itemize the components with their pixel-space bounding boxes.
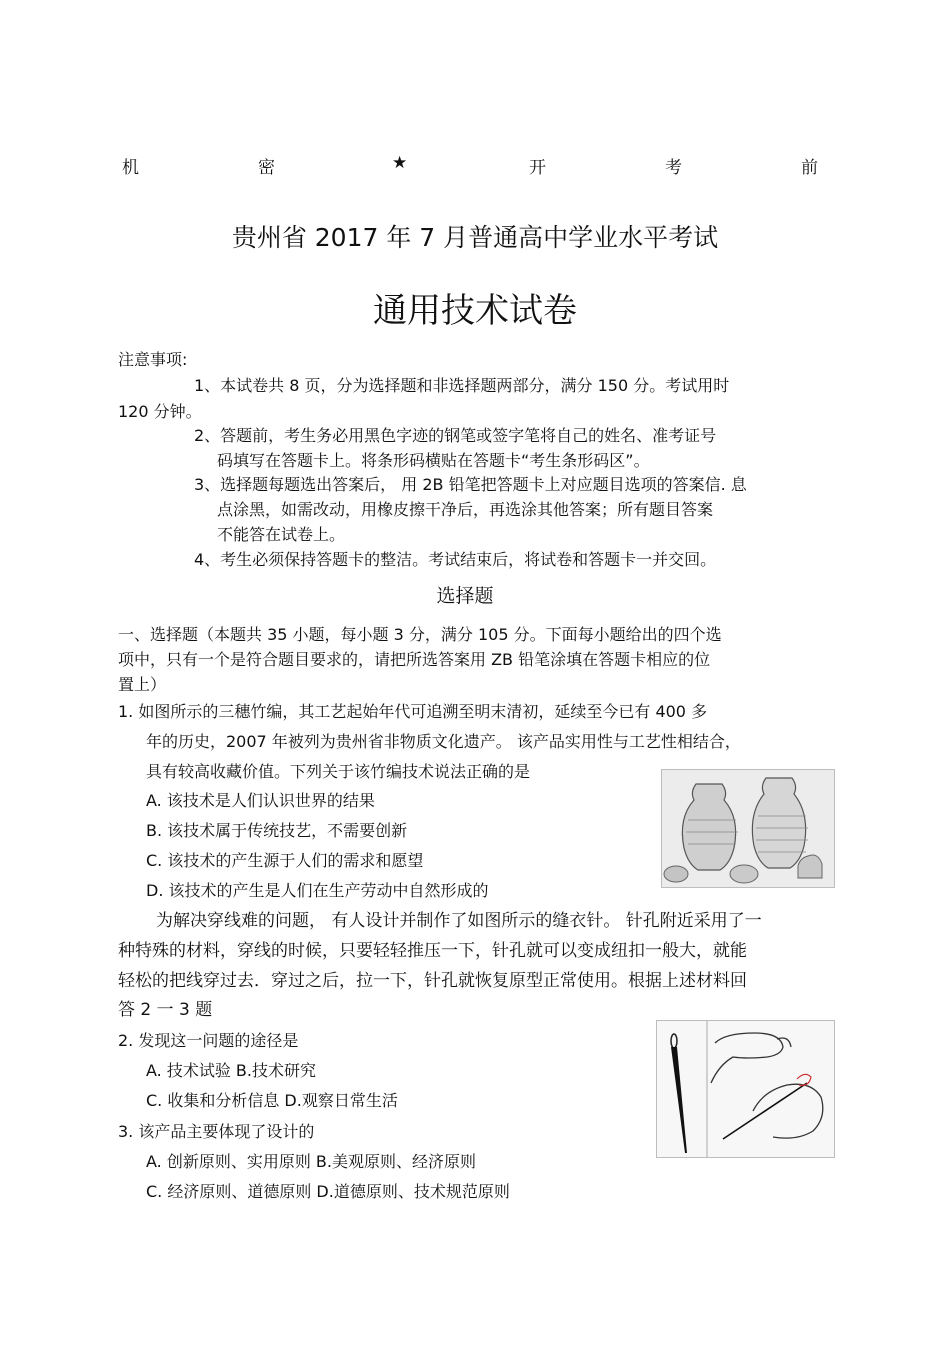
question-2-options-cd: C. 收集和分析信息 D.观察日常生活: [146, 1091, 398, 1110]
star-icon: ★: [392, 153, 408, 173]
question-1-stem: 年的历史，2007 年被列为贵州省非物质文化遗产。 该产品实用性与工艺性相结合，: [146, 732, 741, 751]
question-1-stem: 1. 如图所示的三穗竹编，其工艺起始年代可追溯至明末清初，延续至今已有 400 多: [118, 702, 708, 721]
section-title: 选择题: [436, 585, 494, 607]
part-intro-line: 项中，只有一个是符合题目要求的，请把所选答案用 ZB 铅笔涂填在答题卡相应的位: [118, 650, 711, 669]
bamboo-vases-icon: [662, 770, 834, 887]
notice-line: 4、考生必须保持答题卡的整洁。考试结束后，将试卷和答题卡一并交回。: [194, 550, 717, 569]
question-1-option-c: C. 该技术的产生源于人们的需求和愿望: [146, 851, 424, 870]
confidential-char: 密: [258, 158, 275, 178]
notice-line: 1、本试卷共 8 页，分为选择题和非选择题两部分，满分 150 分。考试用时: [194, 376, 730, 395]
bamboo-weaving-image: [661, 769, 835, 888]
needle-icon: [657, 1021, 834, 1157]
material-line: 轻松的把线穿过去．穿过之后，拉一下，针孔就恢复原型正常使用。根据上述材料回: [118, 971, 747, 991]
question-2-stem: 2. 发现这一问题的途径是: [118, 1031, 299, 1050]
paper-title: 通用技术试卷: [373, 291, 577, 331]
question-1-option-d: D. 该技术的产生是人们在生产劳动中自然形成的: [146, 881, 489, 900]
confidential-char: 前: [801, 158, 818, 178]
question-3-options-cd: C. 经济原则、道德原则 D.道德原则、技术规范原则: [146, 1182, 510, 1201]
part-intro-line: 一、选择题（本题共 35 小题，每小题 3 分，满分 105 分。下面每小题给出的四个选: [118, 625, 722, 644]
material-line: 种特殊的材料，穿线的时候，只要轻轻推压一下，针孔就可以变成纽扣一般大，就能: [118, 941, 747, 961]
notice-line: 120 分钟。: [118, 402, 202, 421]
notice-line: 3、选择题每题选出答案后， 用 2B 铅笔把答题卡上对应题目选项的答案信. 息: [194, 475, 747, 494]
confidential-char: 机: [122, 158, 139, 178]
notice-line: 点涂黑，如需改动，用橡皮擦干净后，再选涂其他答案；所有题目答案: [217, 500, 714, 519]
question-3-stem: 3. 该产品主要体现了设计的: [118, 1122, 315, 1141]
material-line: 答 2 一 3 题: [118, 1000, 213, 1020]
material-line: 为解决穿线难的问题， 有人设计并制作了如图所示的缝衣针。 针孔附近采用了一: [156, 911, 762, 931]
sewing-needle-image: [656, 1020, 835, 1158]
question-1-option-a: A. 该技术是人们认识世界的结果: [146, 791, 375, 810]
question-1-stem: 具有较高收藏价值。下列关于该竹编技术说法正确的是: [146, 762, 531, 781]
question-3-options-ab: A. 创新原则、实用原则 B.美观原则、经济原则: [146, 1152, 476, 1171]
notice-line: 2、答题前，考生务必用黑色字迹的钢笔或签字笔将自己的姓名、准考证号: [194, 426, 717, 445]
notice-line: 不能答在试卷上。: [217, 525, 346, 544]
question-1-option-b: B. 该技术属于传统技艺，不需要创新: [146, 821, 408, 840]
confidential-char: 考: [665, 158, 682, 178]
exam-title: 贵州省 2017 年 7 月普通高中学业水平考试: [231, 223, 719, 252]
part-intro-line: 置上）: [118, 675, 167, 694]
notice-line: 码填写在答题卡上。将条形码横贴在答题卡“考生条形码区”。: [217, 451, 650, 470]
question-2-options-ab: A. 技术试验 B.技术研究: [146, 1061, 316, 1080]
confidential-char: 开: [529, 158, 546, 178]
notice-heading: 注意事项:: [118, 350, 188, 369]
